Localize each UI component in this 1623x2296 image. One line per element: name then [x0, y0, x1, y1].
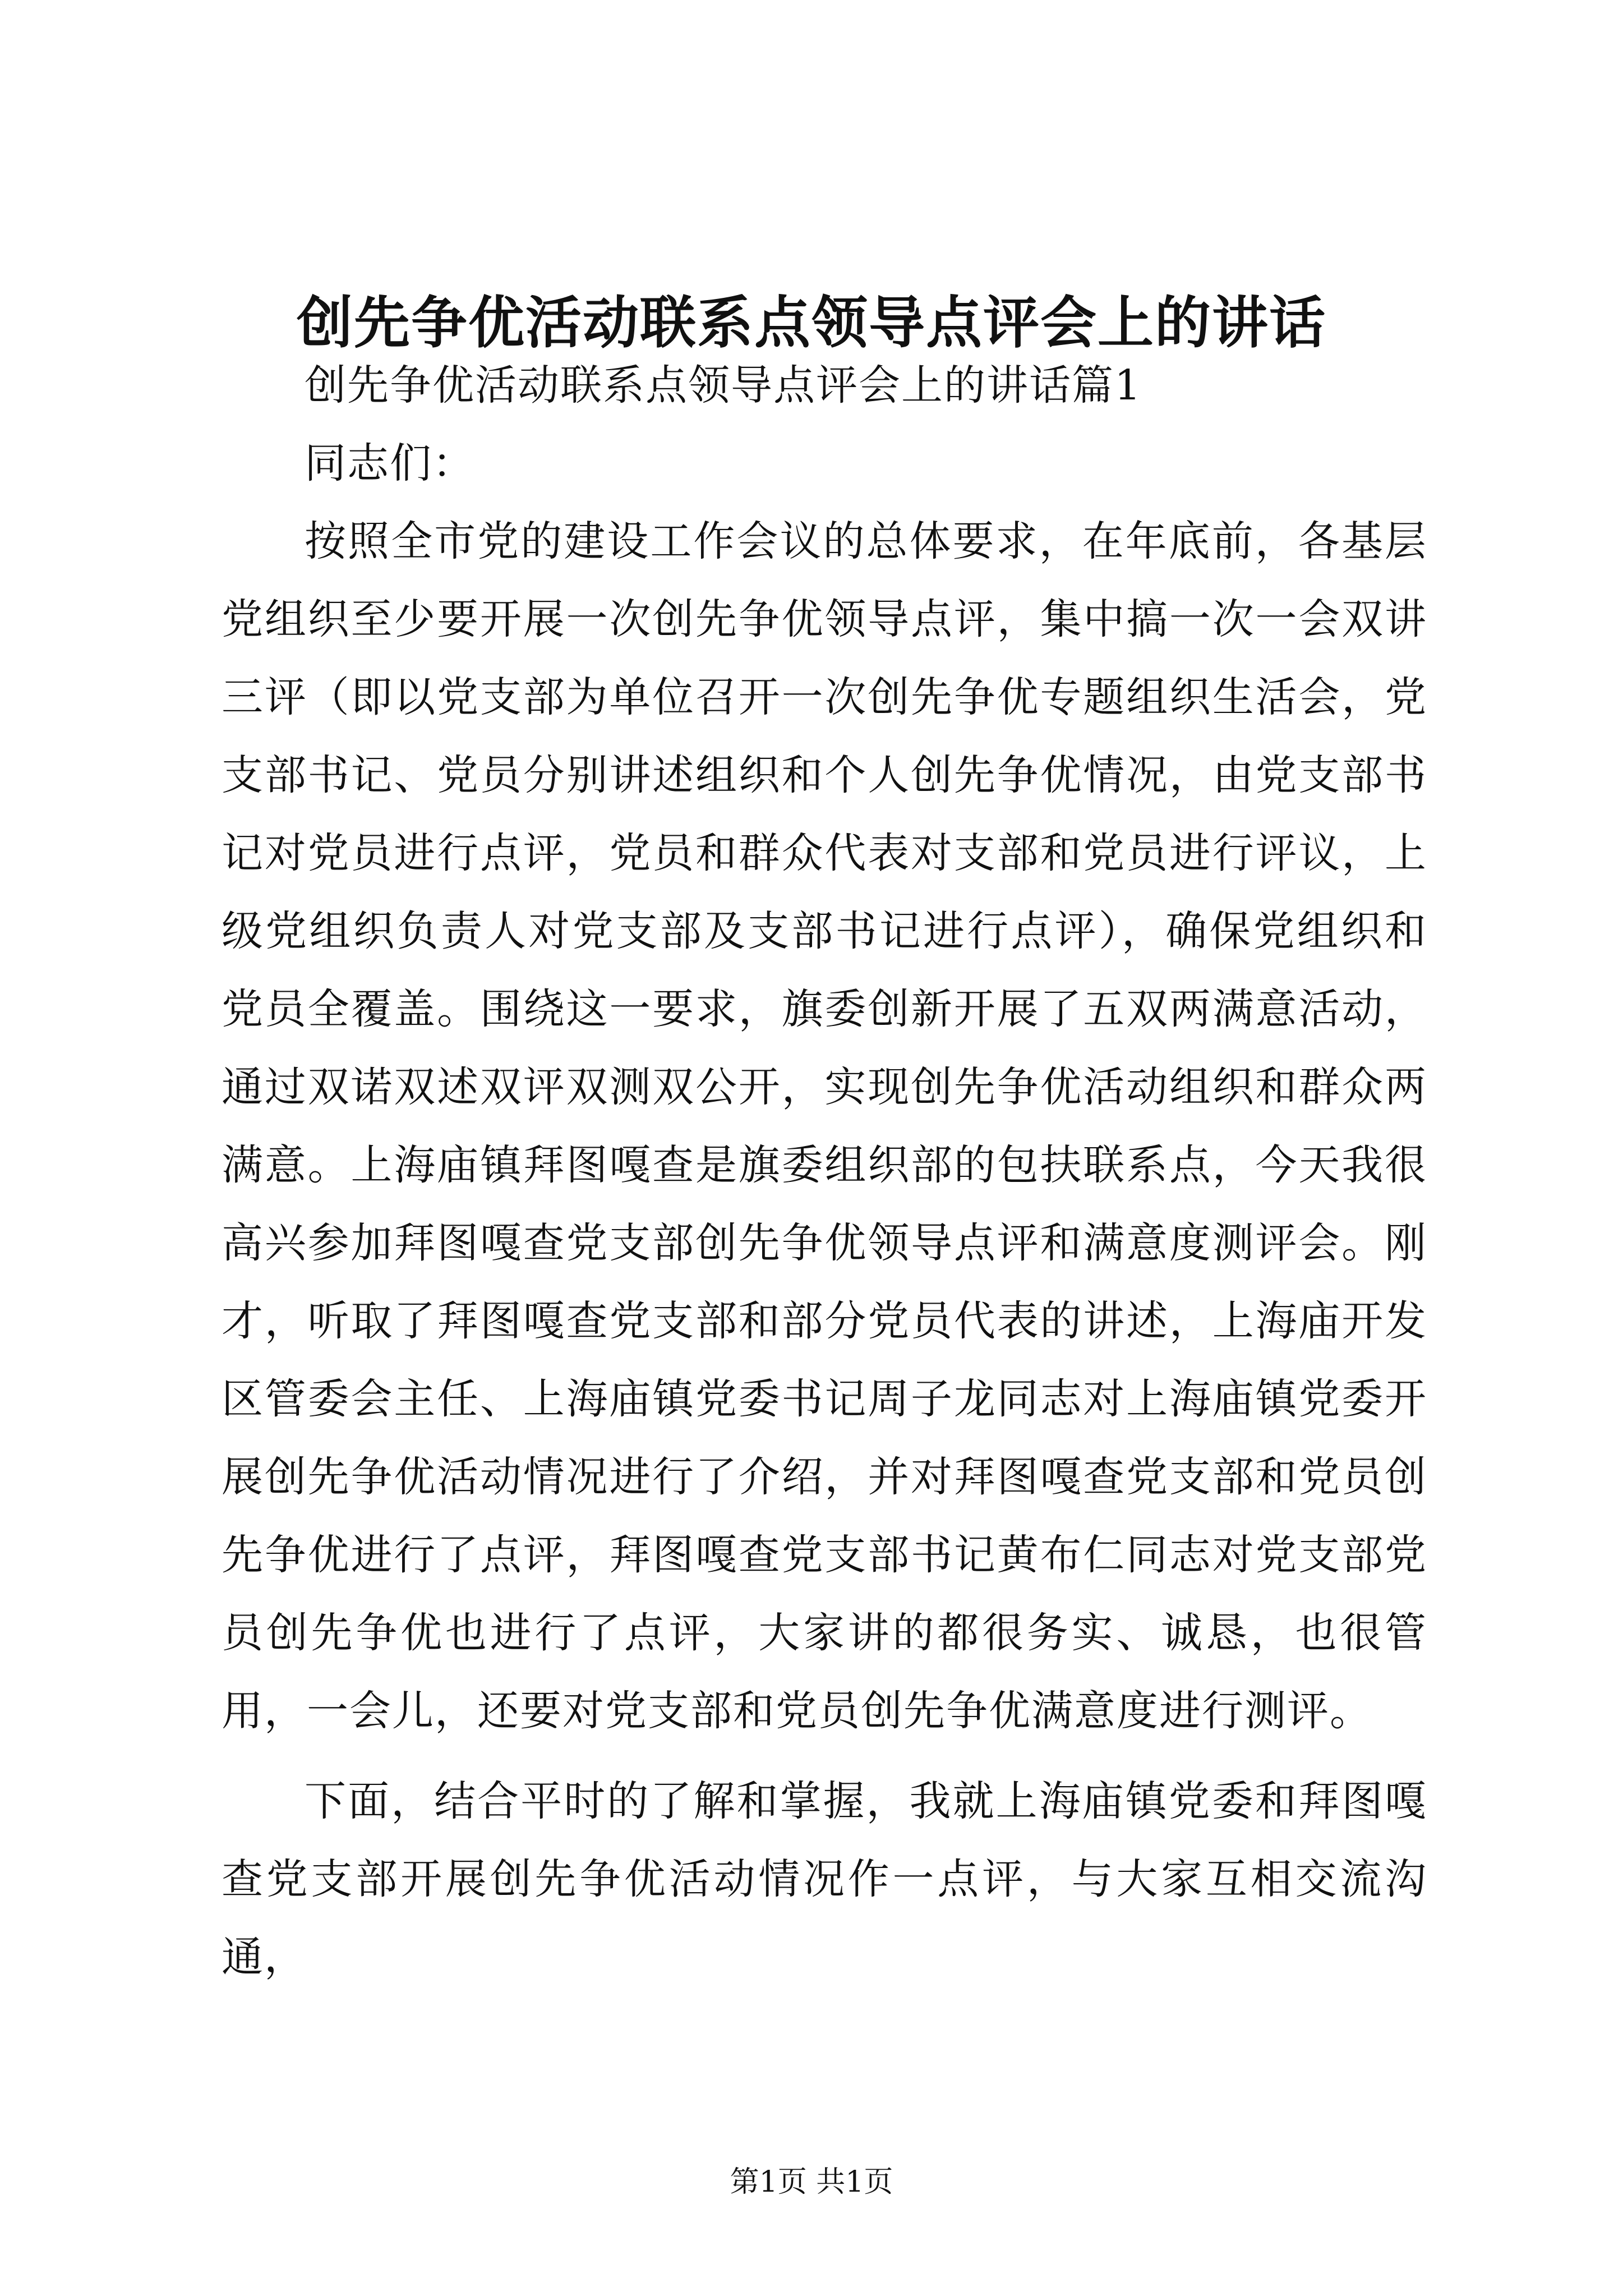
document-title: 创先争优活动联系点领导点评会上的讲话 [297, 289, 1326, 356]
paragraph-2: 下面，结合平时的了解和掌握，我就上海庙镇党委和拜图嘎查党支部开展创先争优活动情况作一点评，与大家互相交流沟通， [222, 1777, 1427, 1981]
paragraph-1: 按照全市党的建设工作会议的总体要求，在年底前，各基层党组织至少要开展一次创先争优领导点评，集中搞一次一会双讲三评（即以党支部为单位召开一次创先争优专题组织生活会，党支部书记、党员分别讲述组织和个人创先争优情况，由党支部书记对党员进行点评，党员和群众代表对支部和党员进行评议，上级党组织负责人对党支部及支部书记进行点评），确保党组织和党员全覆盖。围绕这一要求，旗委创新开展了五双两满意活动，通过双诺双述双评双测双公开，实现创先争优活动组织和群众两满意。上海庙镇拜图嘎查是旗委组织部的包扶联系点，今天我很高兴参加拜图嘎查党支部创先争优领导点评和满意度测评会。刚才，听取了拜图嘎查党支部和部分党员代表的讲述，上海庙开发区管委会主任、上海庙镇党委书记周子龙同志对上海庙镇党委开展创先争优活动情况进行了介绍，并对拜图嘎查党支部和党员创先争优进行了点评，拜图嘎查党支部书记黄布仁同志对党支部党员创先争优也进行了点评，大家讲的都很务实、诚恳，也很管用，一会儿，还要对党支部和党员创先争优满意度进行测评。 [222, 517, 1427, 1735]
page-footer: 第1页 共1页 [730, 2165, 893, 2199]
greeting: 同志们： [305, 439, 475, 487]
document-subtitle: 创先争优活动联系点领导点评会上的讲话篇1 [305, 361, 1142, 409]
document-body [222, 347, 1427, 1996]
